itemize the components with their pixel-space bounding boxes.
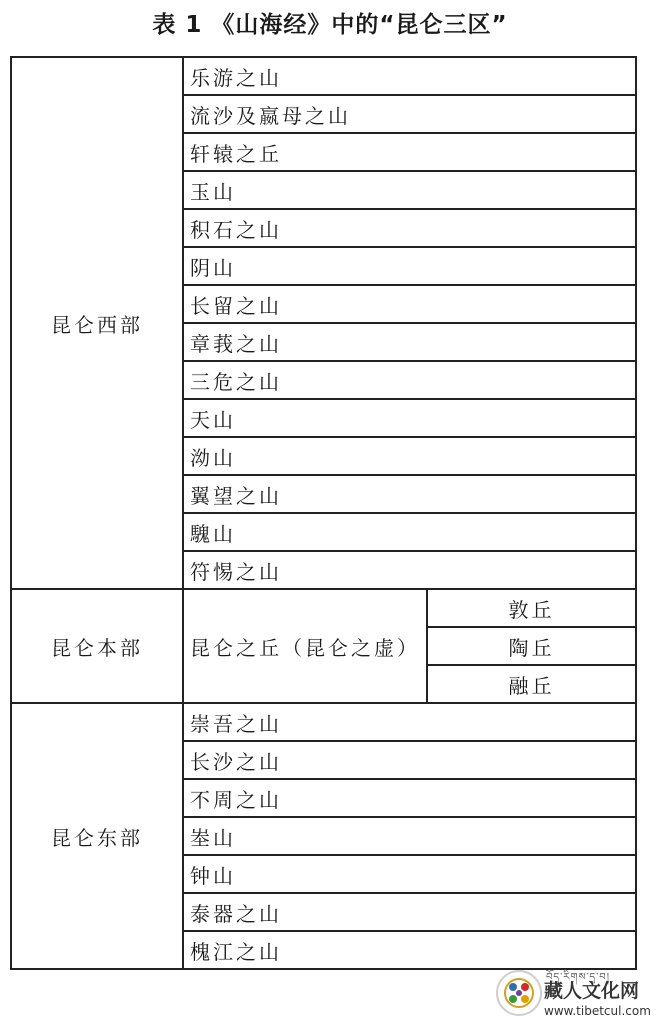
- sub-hill-cell: 陶丘: [427, 627, 636, 665]
- mountain-cell: 峚山: [183, 817, 636, 855]
- mountain-cell: 乐游之山: [183, 57, 636, 95]
- mountain-cell: 积石之山: [183, 209, 636, 247]
- mountain-cell: 泑山: [183, 437, 636, 475]
- watermark-script: བོད་རིགས་དྲ་བ།: [546, 972, 610, 983]
- region-label-center: 昆仑本部: [11, 589, 183, 703]
- table-title: 表 1 《山海经》中的“昆仑三区”: [152, 12, 508, 38]
- sub-hill-cell: 敦丘: [427, 589, 636, 627]
- mountain-cell: 泰器之山: [183, 893, 636, 931]
- region-label-west: 昆仑西部: [11, 57, 183, 589]
- mountain-cell: 不周之山: [183, 779, 636, 817]
- mountain-cell: 玉山: [183, 171, 636, 209]
- mountain-cell: 天山: [183, 399, 636, 437]
- kunlun-regions-table: [10, 56, 637, 970]
- mountain-cell: 騩山: [183, 513, 636, 551]
- kunlun-main-cell: 昆仑之丘（昆仑之虚）: [183, 589, 427, 703]
- mountain-cell: 翼望之山: [183, 475, 636, 513]
- mountain-cell: 钟山: [183, 855, 636, 893]
- site-watermark: [496, 966, 656, 1026]
- mountain-cell: 章莪之山: [183, 323, 636, 361]
- mountain-cell: 长留之山: [183, 285, 636, 323]
- watermark-url: www.tibetcul.com: [544, 1004, 651, 1018]
- region-label-east: 昆仑东部: [11, 703, 183, 969]
- mountain-cell: 槐江之山: [183, 931, 636, 969]
- mountain-cell: 崇吾之山: [183, 703, 636, 741]
- endless-knot-icon: [496, 970, 542, 1016]
- mountain-cell: 三危之山: [183, 361, 636, 399]
- mountain-cell: 长沙之山: [183, 741, 636, 779]
- mountain-cell: 符惕之山: [183, 551, 636, 589]
- watermark-name: 藏人文化网: [544, 980, 640, 1002]
- mountain-cell: 轩辕之丘: [183, 133, 636, 171]
- mountain-cell: 流沙及嬴母之山: [183, 95, 636, 133]
- sub-hill-cell: 融丘: [427, 665, 636, 703]
- mountain-cell: 阴山: [183, 247, 636, 285]
